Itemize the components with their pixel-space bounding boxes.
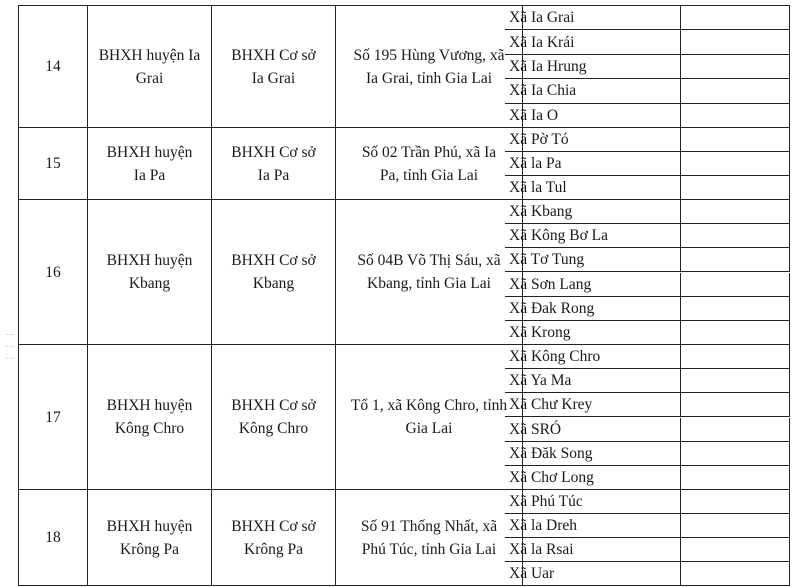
row-stt-cell: 17 xyxy=(18,345,88,490)
commune-cell: Xã Ia O xyxy=(505,104,681,128)
row-address-cell: Tổ 1, xã Kông Chro, tỉnh Gia Lai xyxy=(336,345,523,490)
commune-cell: Xã Chư Krey xyxy=(505,393,681,417)
empty-note-cell xyxy=(681,200,790,224)
empty-note-cell xyxy=(681,104,790,128)
row-stt-cell: 15 xyxy=(18,128,88,200)
empty-note-cell xyxy=(681,442,790,466)
row-office-cell: BHXH huyện Krông Pa xyxy=(88,490,212,586)
empty-note-cell xyxy=(681,55,790,79)
row-address-cell: Số 02 Trần Phú, xã Ia Pa, tỉnh Gia Lai xyxy=(336,128,523,200)
row-office-cell: BHXH huyện Kbang xyxy=(88,200,212,345)
commune-cell: Xã Ia Grai xyxy=(505,6,681,30)
empty-note-cell xyxy=(681,321,790,345)
empty-note-cell xyxy=(681,152,790,176)
row-address-cell: Số 91 Thống Nhất, xã Phú Túc, tỉnh Gia Lai xyxy=(336,490,523,586)
district-office-table xyxy=(18,0,795,587)
empty-note-cell xyxy=(681,6,790,30)
row-stt-cell: 14 xyxy=(18,6,88,128)
empty-note-cell xyxy=(681,418,790,442)
empty-note-cell xyxy=(681,369,790,393)
commune-cell: Xã la Dreh xyxy=(505,514,681,538)
row-office-cell: BHXH huyện Ia Pa xyxy=(88,128,212,200)
commune-cell: Xã Krong xyxy=(505,321,681,345)
commune-cell: Xã Uar xyxy=(505,562,681,586)
commune-cell: Xã Ia Krái xyxy=(505,30,681,54)
commune-cell: Xã SRÓ xyxy=(505,418,681,442)
commune-cell: Xã la Pa xyxy=(505,152,681,176)
commune-cell: Xã Pờ Tó xyxy=(505,128,681,152)
commune-cell: Xã la Tul xyxy=(505,176,681,200)
row-base-cell: BHXH Cơ sở Kbang xyxy=(212,200,336,345)
empty-note-cell xyxy=(681,466,790,490)
margin-scan-mark: ⋮ ⋮ ⋮ xyxy=(4,330,14,363)
commune-cell: Xã Đak Rong xyxy=(505,297,681,321)
commune-cell: Xã Ia Hrung xyxy=(505,55,681,79)
commune-cell: Xã Phú Túc xyxy=(505,490,681,514)
row-address-cell: Số 04B Võ Thị Sáu, xã Kbang, tỉnh Gia Lai xyxy=(336,200,523,345)
commune-cell: Xã la Rsai xyxy=(505,538,681,562)
commune-cell: Xã Kông Bơ La xyxy=(505,224,681,248)
empty-note-cell xyxy=(681,79,790,103)
row-address-cell: Số 195 Hùng Vương, xã Ia Grai, tỉnh Gia Lai xyxy=(336,6,523,128)
empty-note-cell xyxy=(681,345,790,369)
row-stt-cell: 18 xyxy=(18,490,88,586)
row-base-cell: BHXH Cơ sở Ia Pa xyxy=(212,128,336,200)
empty-note-cell xyxy=(681,176,790,200)
empty-note-cell xyxy=(681,538,790,562)
empty-note-cell xyxy=(681,562,790,586)
empty-note-cell xyxy=(681,514,790,538)
row-base-cell: BHXH Cơ sở Krông Pa xyxy=(212,490,336,586)
empty-note-cell xyxy=(681,224,790,248)
empty-note-cell xyxy=(681,297,790,321)
commune-cell: Xã Kông Chro xyxy=(505,345,681,369)
empty-note-cell xyxy=(681,30,790,54)
empty-note-cell xyxy=(681,393,790,417)
empty-note-cell xyxy=(681,128,790,152)
row-base-cell: BHXH Cơ sở Kông Chro xyxy=(212,345,336,490)
commune-cell: Xã Kbang xyxy=(505,200,681,224)
commune-cell: Xã Ia Chia xyxy=(505,79,681,103)
commune-cell: Xã Đăk Song xyxy=(505,442,681,466)
commune-cell: Xã Sơn Lang xyxy=(505,273,681,297)
empty-note-cell xyxy=(681,273,790,297)
commune-cell: Xã Ya Ma xyxy=(505,369,681,393)
row-base-cell: BHXH Cơ sở Ia Grai xyxy=(212,6,336,128)
commune-cell: Xã Chơ Long xyxy=(505,466,681,490)
commune-cell: Xã Tơ Tung xyxy=(505,248,681,272)
empty-note-cell xyxy=(681,248,790,272)
row-office-cell: BHXH huyện Ia Grai xyxy=(88,6,212,128)
row-office-cell: BHXH huyện Kông Chro xyxy=(88,345,212,490)
empty-note-cell xyxy=(681,490,790,514)
row-stt-cell: 16 xyxy=(18,200,88,345)
